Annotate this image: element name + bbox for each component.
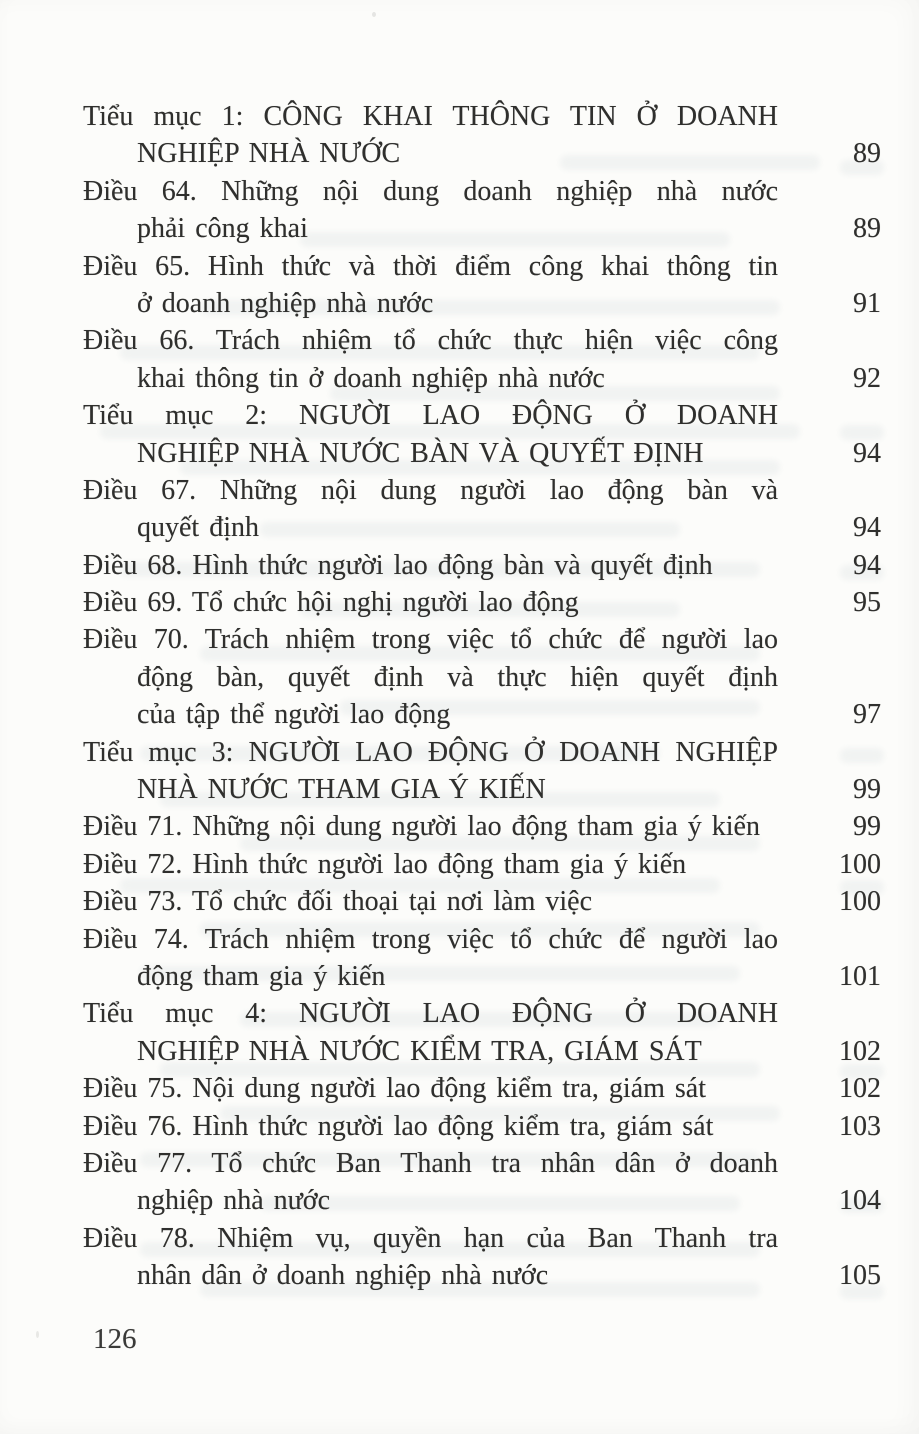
toc-line-text: Điều 74. Trách nhiệm trong việc tổ chức để người lao xyxy=(83,923,778,955)
toc-line xyxy=(83,1033,881,1070)
toc-line xyxy=(83,509,881,546)
toc-line-page: 101 xyxy=(839,960,881,992)
toc-line-page: 102 xyxy=(839,1073,881,1105)
toc-line-text: Tiểu mục 1: CÔNG KHAI THÔNG TIN Ở DOANH xyxy=(83,101,778,132)
toc-line xyxy=(83,1108,881,1145)
toc-line-text: Điều 73. Tổ chức đối thoại tại nơi làm việc xyxy=(83,886,593,918)
toc-line-page: 94 xyxy=(853,437,881,469)
toc-line-page: 102 xyxy=(839,1035,881,1067)
toc-line-page: 94 xyxy=(853,512,881,544)
toc-line-text: nghiệp nhà nước xyxy=(137,1185,331,1217)
toc-line-page: 103 xyxy=(839,1110,881,1142)
toc-line-page: 99 xyxy=(853,811,881,843)
toc-line-page: 100 xyxy=(839,848,881,880)
toc-line-text: Điều 71. Những nội dung người lao động tham gia ý kiến xyxy=(83,811,760,843)
toc-line-text: động tham gia ý kiến xyxy=(137,960,386,992)
toc-line xyxy=(83,135,881,172)
toc-line xyxy=(83,397,881,434)
toc-line-text: Tiểu mục 3: NGƯỜI LAO ĐỘNG Ở DOANH NGHIỆP xyxy=(83,736,778,768)
toc-line xyxy=(83,285,881,322)
toc-line xyxy=(83,808,881,845)
toc-line-text: NGHIỆP NHÀ NƯỚC KIỂM TRA, GIÁM SÁT xyxy=(137,1035,702,1067)
toc-line-page: 92 xyxy=(853,362,881,394)
toc-line-text: NGHIỆP NHÀ NƯỚC BÀN VÀ QUYẾT ĐỊNH xyxy=(137,437,704,469)
toc-line-text: Điều 77. Tổ chức Ban Thanh tra nhân dân ở doanh xyxy=(83,1147,778,1179)
toc-line-text: phải công khai xyxy=(137,213,308,245)
toc-line xyxy=(83,322,881,359)
toc-line-text: Điều 68. Hình thức người lao động bàn và quyết định xyxy=(83,549,713,581)
toc-line xyxy=(83,921,881,958)
toc-line-page: 99 xyxy=(853,774,881,806)
toc-line-page: 105 xyxy=(839,1260,881,1292)
toc-line-text: quyết định xyxy=(137,512,259,544)
toc-line-text: NGHIỆP NHÀ NƯỚC xyxy=(137,138,401,170)
toc-line-text: Điều 78. Nhiệm vụ, quyền hạn của Ban Thanh tra xyxy=(83,1222,778,1254)
toc-line xyxy=(83,1220,881,1257)
toc-line-page: 89 xyxy=(853,138,881,170)
toc-line xyxy=(83,98,881,135)
toc-line xyxy=(83,883,881,920)
toc-line xyxy=(83,771,881,808)
toc-line xyxy=(83,1145,881,1182)
toc-line xyxy=(83,173,881,210)
toc-line xyxy=(83,360,881,397)
toc-line-page: 95 xyxy=(853,587,881,619)
toc-line-text: động bàn, quyết định và thực hiện quyết định xyxy=(137,661,778,693)
toc-line xyxy=(83,1070,881,1107)
toc-line-page: 100 xyxy=(839,886,881,918)
toc-line-text: Điều 72. Hình thức người lao động tham gia ý kiến xyxy=(83,848,687,880)
toc-line xyxy=(83,547,881,584)
toc-line xyxy=(83,1257,881,1294)
toc-line xyxy=(83,995,881,1032)
toc-line-text: Điều 70. Trách nhiệm trong việc tổ chức để người lao xyxy=(83,624,778,656)
page-number: 126 xyxy=(93,1323,137,1355)
toc-line-text: Điều 65. Hình thức và thời điểm công khai thông tin xyxy=(83,250,778,282)
scan-speck xyxy=(372,12,376,17)
toc-line xyxy=(83,210,881,247)
toc-line-text: của tập thể người lao động xyxy=(137,699,451,731)
table-of-contents xyxy=(83,98,881,1295)
toc-line xyxy=(83,1182,881,1219)
toc-line-text: nhân dân ở doanh nghiệp nhà nước xyxy=(137,1260,549,1292)
toc-line-text: Tiểu mục 2: NGƯỜI LAO ĐỘNG Ở DOANH xyxy=(83,400,778,432)
toc-line-text: Điều 75. Nội dung người lao động kiểm tra, giám sát xyxy=(83,1073,707,1105)
toc-line-text: Tiểu mục 4: NGƯỜI LAO ĐỘNG Ở DOANH xyxy=(83,998,778,1030)
toc-line xyxy=(83,659,881,696)
toc-line-text: Điều 76. Hình thức người lao động kiểm tra, giám sát xyxy=(83,1110,714,1142)
scan-speck xyxy=(36,1331,39,1338)
toc-line-text: Điều 66. Trách nhiệm tổ chức thực hiện việc công xyxy=(83,325,778,357)
toc-line-text: ở doanh nghiệp nhà nước xyxy=(137,287,434,319)
toc-line xyxy=(83,584,881,621)
toc-line xyxy=(83,472,881,509)
toc-line xyxy=(83,958,881,995)
toc-line-page: 91 xyxy=(853,287,881,319)
toc-line-page: 89 xyxy=(853,213,881,245)
toc-line-text: Điều 67. Những nội dung người lao động bàn và xyxy=(83,474,778,506)
toc-line xyxy=(83,621,881,658)
toc-line xyxy=(83,846,881,883)
toc-line xyxy=(83,734,881,771)
toc-line xyxy=(83,248,881,285)
toc-line-text: Điều 69. Tổ chức hội nghị người lao động xyxy=(83,587,579,619)
toc-line xyxy=(83,435,881,472)
toc-line-text: NHÀ NƯỚC THAM GIA Ý KIẾN xyxy=(137,774,546,806)
toc-line-page: 104 xyxy=(839,1185,881,1217)
toc-line-text: Điều 64. Những nội dung doanh nghiệp nhà nước xyxy=(83,175,778,207)
toc-line xyxy=(83,696,881,733)
toc-line-page: 94 xyxy=(853,549,881,581)
toc-line-text: khai thông tin ở doanh nghiệp nhà nước xyxy=(137,362,605,394)
toc-line-page: 97 xyxy=(853,699,881,731)
